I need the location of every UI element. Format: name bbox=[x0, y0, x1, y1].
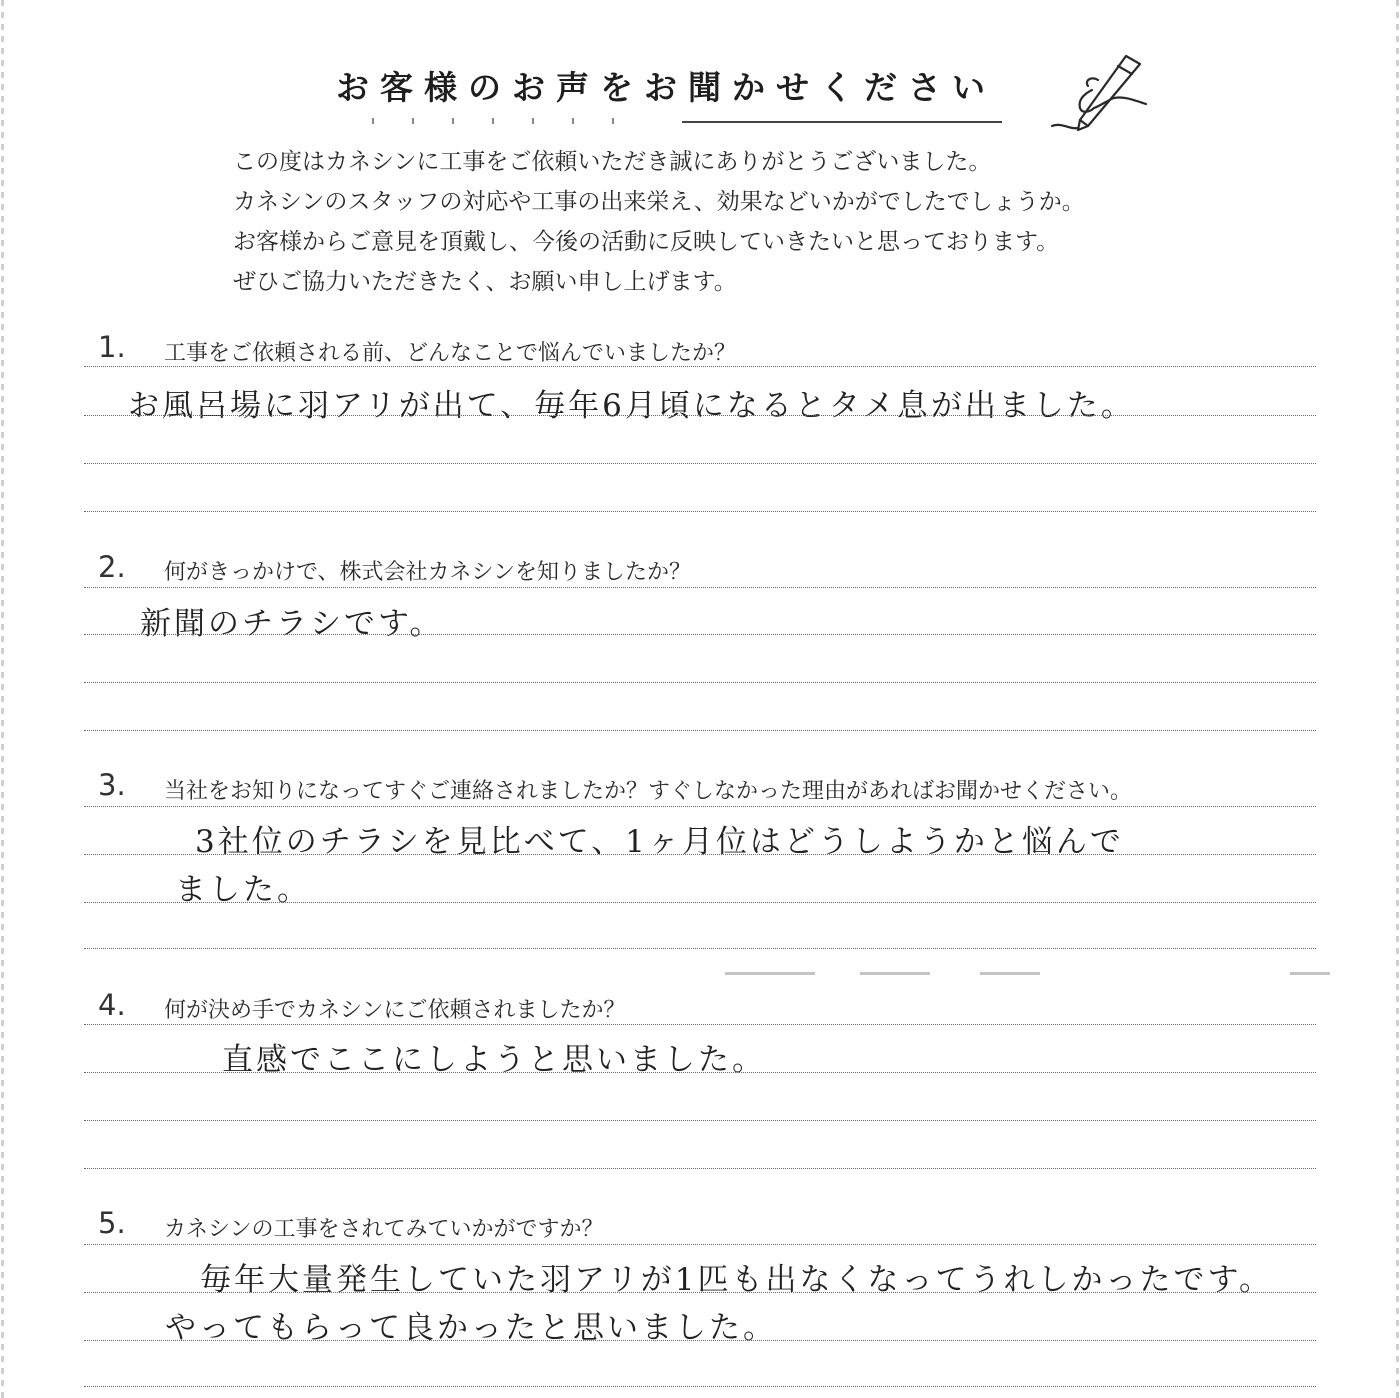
question-text: 何が決め手でカネシンにご依頼されましたか？ bbox=[164, 998, 626, 1023]
answer-line bbox=[84, 634, 1316, 635]
answer-line bbox=[84, 1024, 1316, 1025]
answer-line bbox=[84, 587, 1316, 588]
answer-line bbox=[84, 1072, 1316, 1073]
answer-text: 3社位のチラシを見比べて、1ヶ月位はどうしようかと悩んで bbox=[195, 824, 1124, 860]
answer-line bbox=[84, 682, 1316, 683]
question-text: カネシンの工事をされてみていかがですか？ bbox=[164, 1217, 604, 1242]
form-title: お客様のお声をお聞かせください bbox=[336, 68, 996, 107]
answer-text: 新聞のチラシです。 bbox=[140, 606, 444, 642]
scan-artifact bbox=[725, 972, 815, 975]
intro-line: カネシンのスタッフの対応や工事の出来栄え、効果などいかがでしたでしょうか。 bbox=[233, 189, 1085, 215]
question-text: 何がきっかけで、株式会社カネシンを知りましたか？ bbox=[164, 560, 692, 585]
answer-line bbox=[84, 902, 1316, 903]
answer-text: お風呂場に羽アリが出て、毎年6月頃になるとタメ息が出ました。 bbox=[128, 388, 1135, 424]
answer-text: ました。 bbox=[175, 872, 311, 908]
answer-line bbox=[84, 854, 1316, 855]
answer-line bbox=[84, 730, 1316, 731]
answer-text: やってもらって良かったと思いました。 bbox=[165, 1310, 777, 1346]
answer-line bbox=[84, 463, 1316, 464]
intro-text bbox=[233, 142, 1233, 302]
answer-line bbox=[84, 1292, 1316, 1293]
answer-text: 毎年大量発生していた羽アリが1匹も出なくなってうれしかったです。 bbox=[200, 1262, 1273, 1298]
answer-line bbox=[84, 415, 1316, 416]
title-underline bbox=[682, 121, 1002, 123]
question-text: 工事をご依頼される前、どんなことで悩んでいましたか？ bbox=[164, 341, 737, 366]
scan-artifact bbox=[1290, 972, 1330, 975]
answer-line bbox=[84, 806, 1316, 807]
question-text: 当社をお知りになってすぐご連絡されましたか？すぐしなかった理由があればお聞かせください。 bbox=[164, 779, 1133, 804]
scan-edge-right bbox=[1396, 0, 1399, 1398]
answer-line bbox=[84, 948, 1316, 949]
answer-line bbox=[84, 1244, 1316, 1245]
question-number: 2. bbox=[98, 550, 126, 584]
answer-line bbox=[84, 1120, 1316, 1121]
question-number: 4. bbox=[98, 988, 126, 1022]
pen-in-hand-icon bbox=[1048, 50, 1152, 134]
answer-line bbox=[84, 1168, 1316, 1169]
scan-edge-left bbox=[1, 0, 4, 1398]
question-number: 5. bbox=[98, 1206, 126, 1240]
answer-line bbox=[84, 1386, 1316, 1387]
question-number: 1. bbox=[98, 330, 126, 364]
scan-artifact bbox=[980, 972, 1040, 975]
answer-line bbox=[84, 366, 1316, 367]
intro-line: この度はカネシンに工事をご依頼いただき誠にありがとうございました。 bbox=[233, 149, 992, 175]
title-underline-marks bbox=[372, 118, 652, 124]
question-number: 3. bbox=[98, 768, 126, 802]
scan-artifact bbox=[860, 972, 930, 975]
answer-text: 直感でここにしようと思いました。 bbox=[222, 1042, 766, 1078]
intro-line: お客様からご意見を頂戴し、今後の活動に反映していきたいと思っております。 bbox=[233, 229, 1060, 255]
answer-line bbox=[84, 511, 1316, 512]
answer-line bbox=[84, 1340, 1316, 1341]
intro-line: ぜひご協力いただきたく、お願い申し上げます。 bbox=[233, 269, 737, 295]
